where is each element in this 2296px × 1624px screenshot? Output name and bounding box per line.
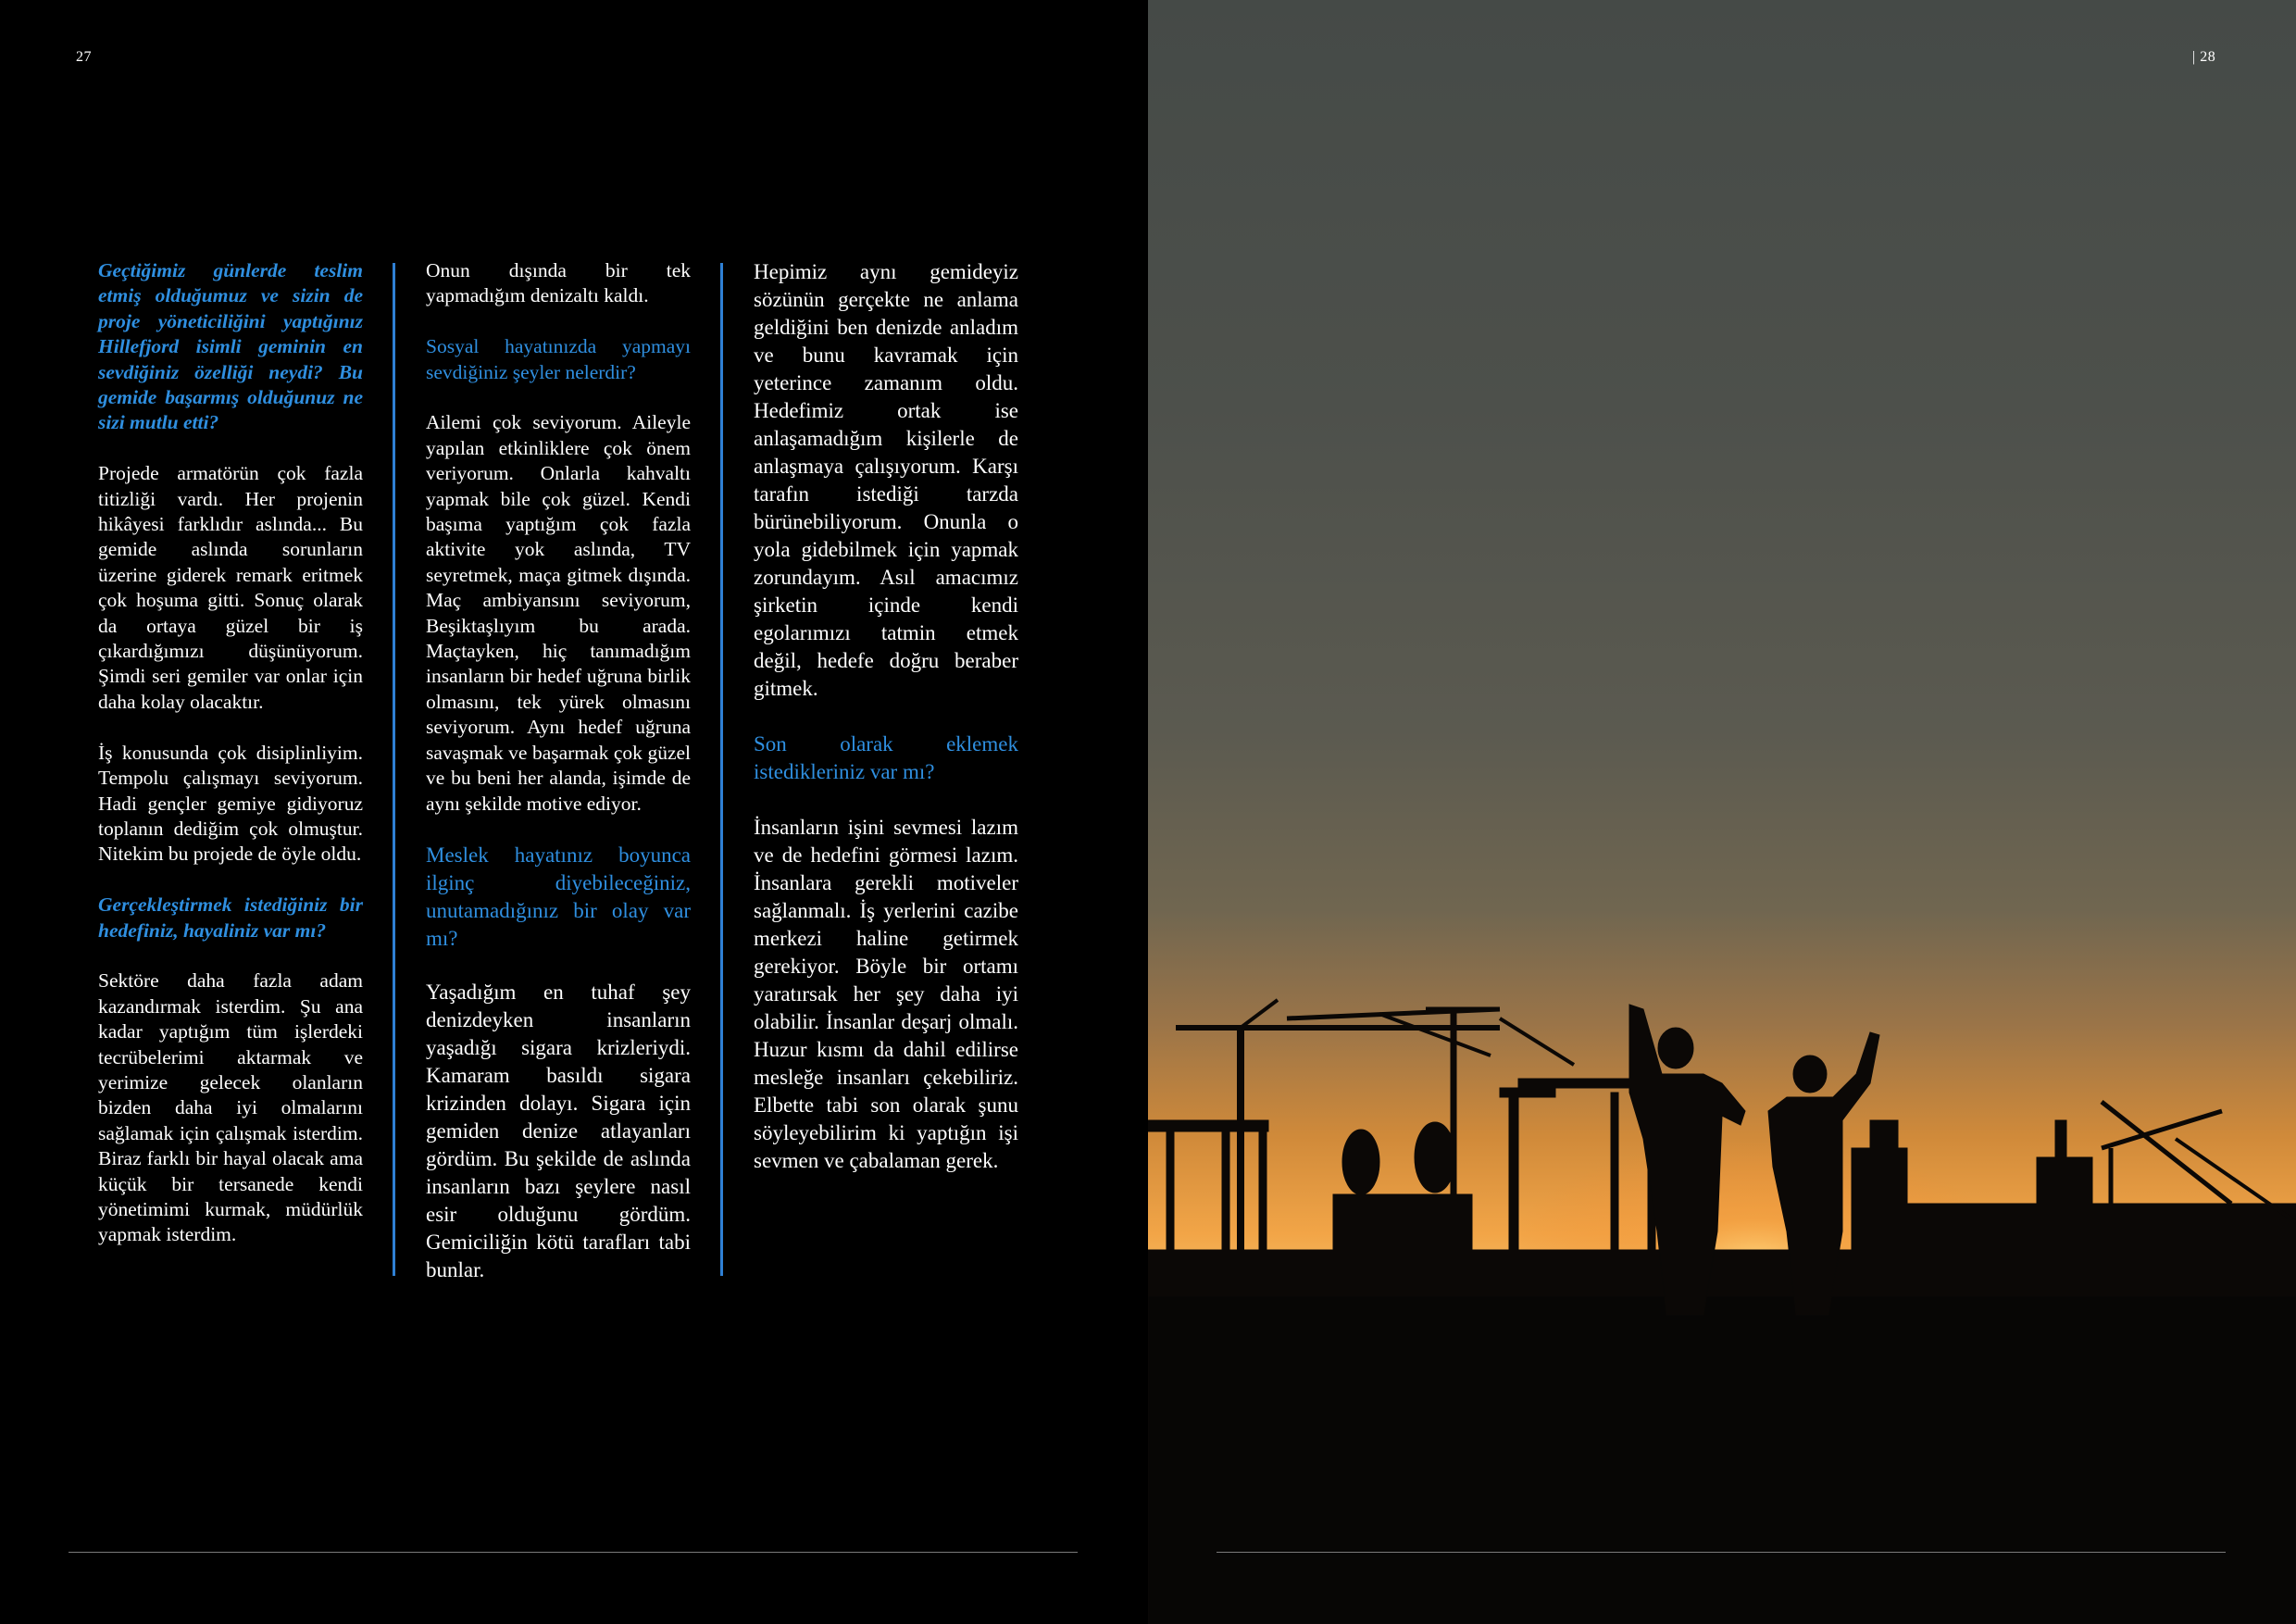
- answer-1b: İş konusunda çok disiplinliyim. Tempolu çalışmayı seviyorum. Hadi gençler gemiye gidiyoruz toplanın dediğim çok olmuştur. Nitekim bu projede de öyle oldu.: [98, 741, 363, 866]
- question-4: Meslek hayatınız boyunca ilginç diyebileceğiniz, unutamadığınız bir olay var mı?: [426, 843, 691, 951]
- question-1: Geçtiğimiz günlerde teslim etmiş olduğumuz ve sizin de proje yöneticiliğini yaptığınız Hillefjord isimli geminin en sevdiğiniz özelliği neydi? Bu gemide başarmış olduğunuz ne sizi mutlu etti?: [98, 259, 363, 434]
- question-3: Sosyal hayatınızda yapmayı sevdiğiniz şeyler nelerdir?: [426, 335, 691, 383]
- answer-0: Onun dışında bir tek yapmadığım denizaltı kaldı.: [426, 259, 691, 307]
- answer-2: Sektöre daha fazla adam kazandırmak isterdim. Şu ana kadar yaptığım tüm işlerdeki tecrübelerimi aktarmak ve yerimize gelecek olanların bizden daha iyi olmalarını sağlamak için çalışmak isterdim. Biraz farklı bir hayal olacak ama küçük bir tersanede kendi yönetimimi kurmak, müdürlük yapmak isterdim.: [98, 969, 363, 1246]
- article-column-2: [426, 258, 691, 1309]
- right-page: [1148, 0, 2296, 1624]
- footer-rule-left: [69, 1552, 1078, 1553]
- answer-1: Projede armatörün çok fazla titizliği vardı. Her projenin hikâyesi farklıdır aslında... Bu gemide aslında sorunların üzerine giderek remark eritmek çok hoşuma gitti. Sonuç olarak da ortaya güzel bir iş çıkardığımızı düşünüyorum. Şimdi seri gemiler var onlar için daha kolay olacaktır.: [98, 462, 363, 713]
- answer-5: Hepimiz aynı gemideyiz sözünün gerçekte ne anlama geldiğini ben denizde anladım ve bunu kavramak için yeterince zamanım oldu. Hedefimiz ortak ise anlaşamadığım kişilerle de anlaşmaya çalışıyorum. Karşı tarafın istediği tarzda bürünebiliyorum. Onunla o yola gidebilmek için yapmak zorundayım. Asıl amacımız şirketin içinde kendi egolarımızı tatmin etmek değil, hedefe doğru beraber gitmek.: [754, 260, 1018, 700]
- page-number-left: 27: [76, 49, 92, 65]
- answer-4: Yaşadığım en tuhaf şey denizdeyken insanların yaşadığı sigara krizleriydi. Kamaram basıldı sigara krizinden dolayı. Sigara için gemiden denize atlayanları gördüm. Bu şekilde de aslında insanların bazı şeylere nasıl esir olduğunu gördüm. Gemiciliğin kötü tarafları tabi bunlar.: [426, 980, 691, 1281]
- answer-3: Ailemi çok seviyorum. Aileyle yapılan etkinliklere çok önem veriyorum. Onlarla kahvaltı yapmak bile çok güzel. Kendi başıma yaptığım çok fazla aktivite yok aslında, TV seyretmek, maça gitmek dışında. Maç ambiyansını seviyorum, Beşiktaşlıyım bu arada. Maçtayken, hiç tanımadığım insanların bir hedef uğruna birlik olmasını, tek yürek olmasını seviyorum. Aynı hedef uğruna savaşmak ve başarmak çok güzel ve bu beni her alanda, işimde de aynı şekilde motive ediyor.: [426, 411, 691, 815]
- column-divider-2: [720, 263, 723, 1276]
- answer-6: İnsanların işini sevmesi lazım ve de hedefini görmesi lazım. İnsanlara gerekli motiveler sağlanmalı. İş yerlerini cazibe merkezi haline getirmek gerekiyor. Böyle bir ortamı yaratırsak her şey daha iyi olabilir. İnsanlar deşarj olmalı. Huzur kısmı da dahil edilirse mesleğe insanları çekebiliriz. Elbette tabi son olarak şunu söyleyebilirim ki yaptığın işi sevmen ve çabalaman gerek.: [754, 816, 1018, 1172]
- sunset-workers-photo: [1148, 0, 2296, 1624]
- column-divider-1: [393, 263, 395, 1276]
- page-number-right: | 28: [2192, 49, 2216, 65]
- article-column-1: [98, 258, 363, 1273]
- footer-rule-right: [1217, 1552, 2226, 1553]
- article-column-3: [754, 258, 1018, 1200]
- question-5: Son olarak eklemek istedikleriniz var mı?: [754, 732, 1018, 783]
- question-2: Gerçekleştirmek istediğiniz bir hedefiniz, hayaliniz var mı?: [98, 893, 363, 942]
